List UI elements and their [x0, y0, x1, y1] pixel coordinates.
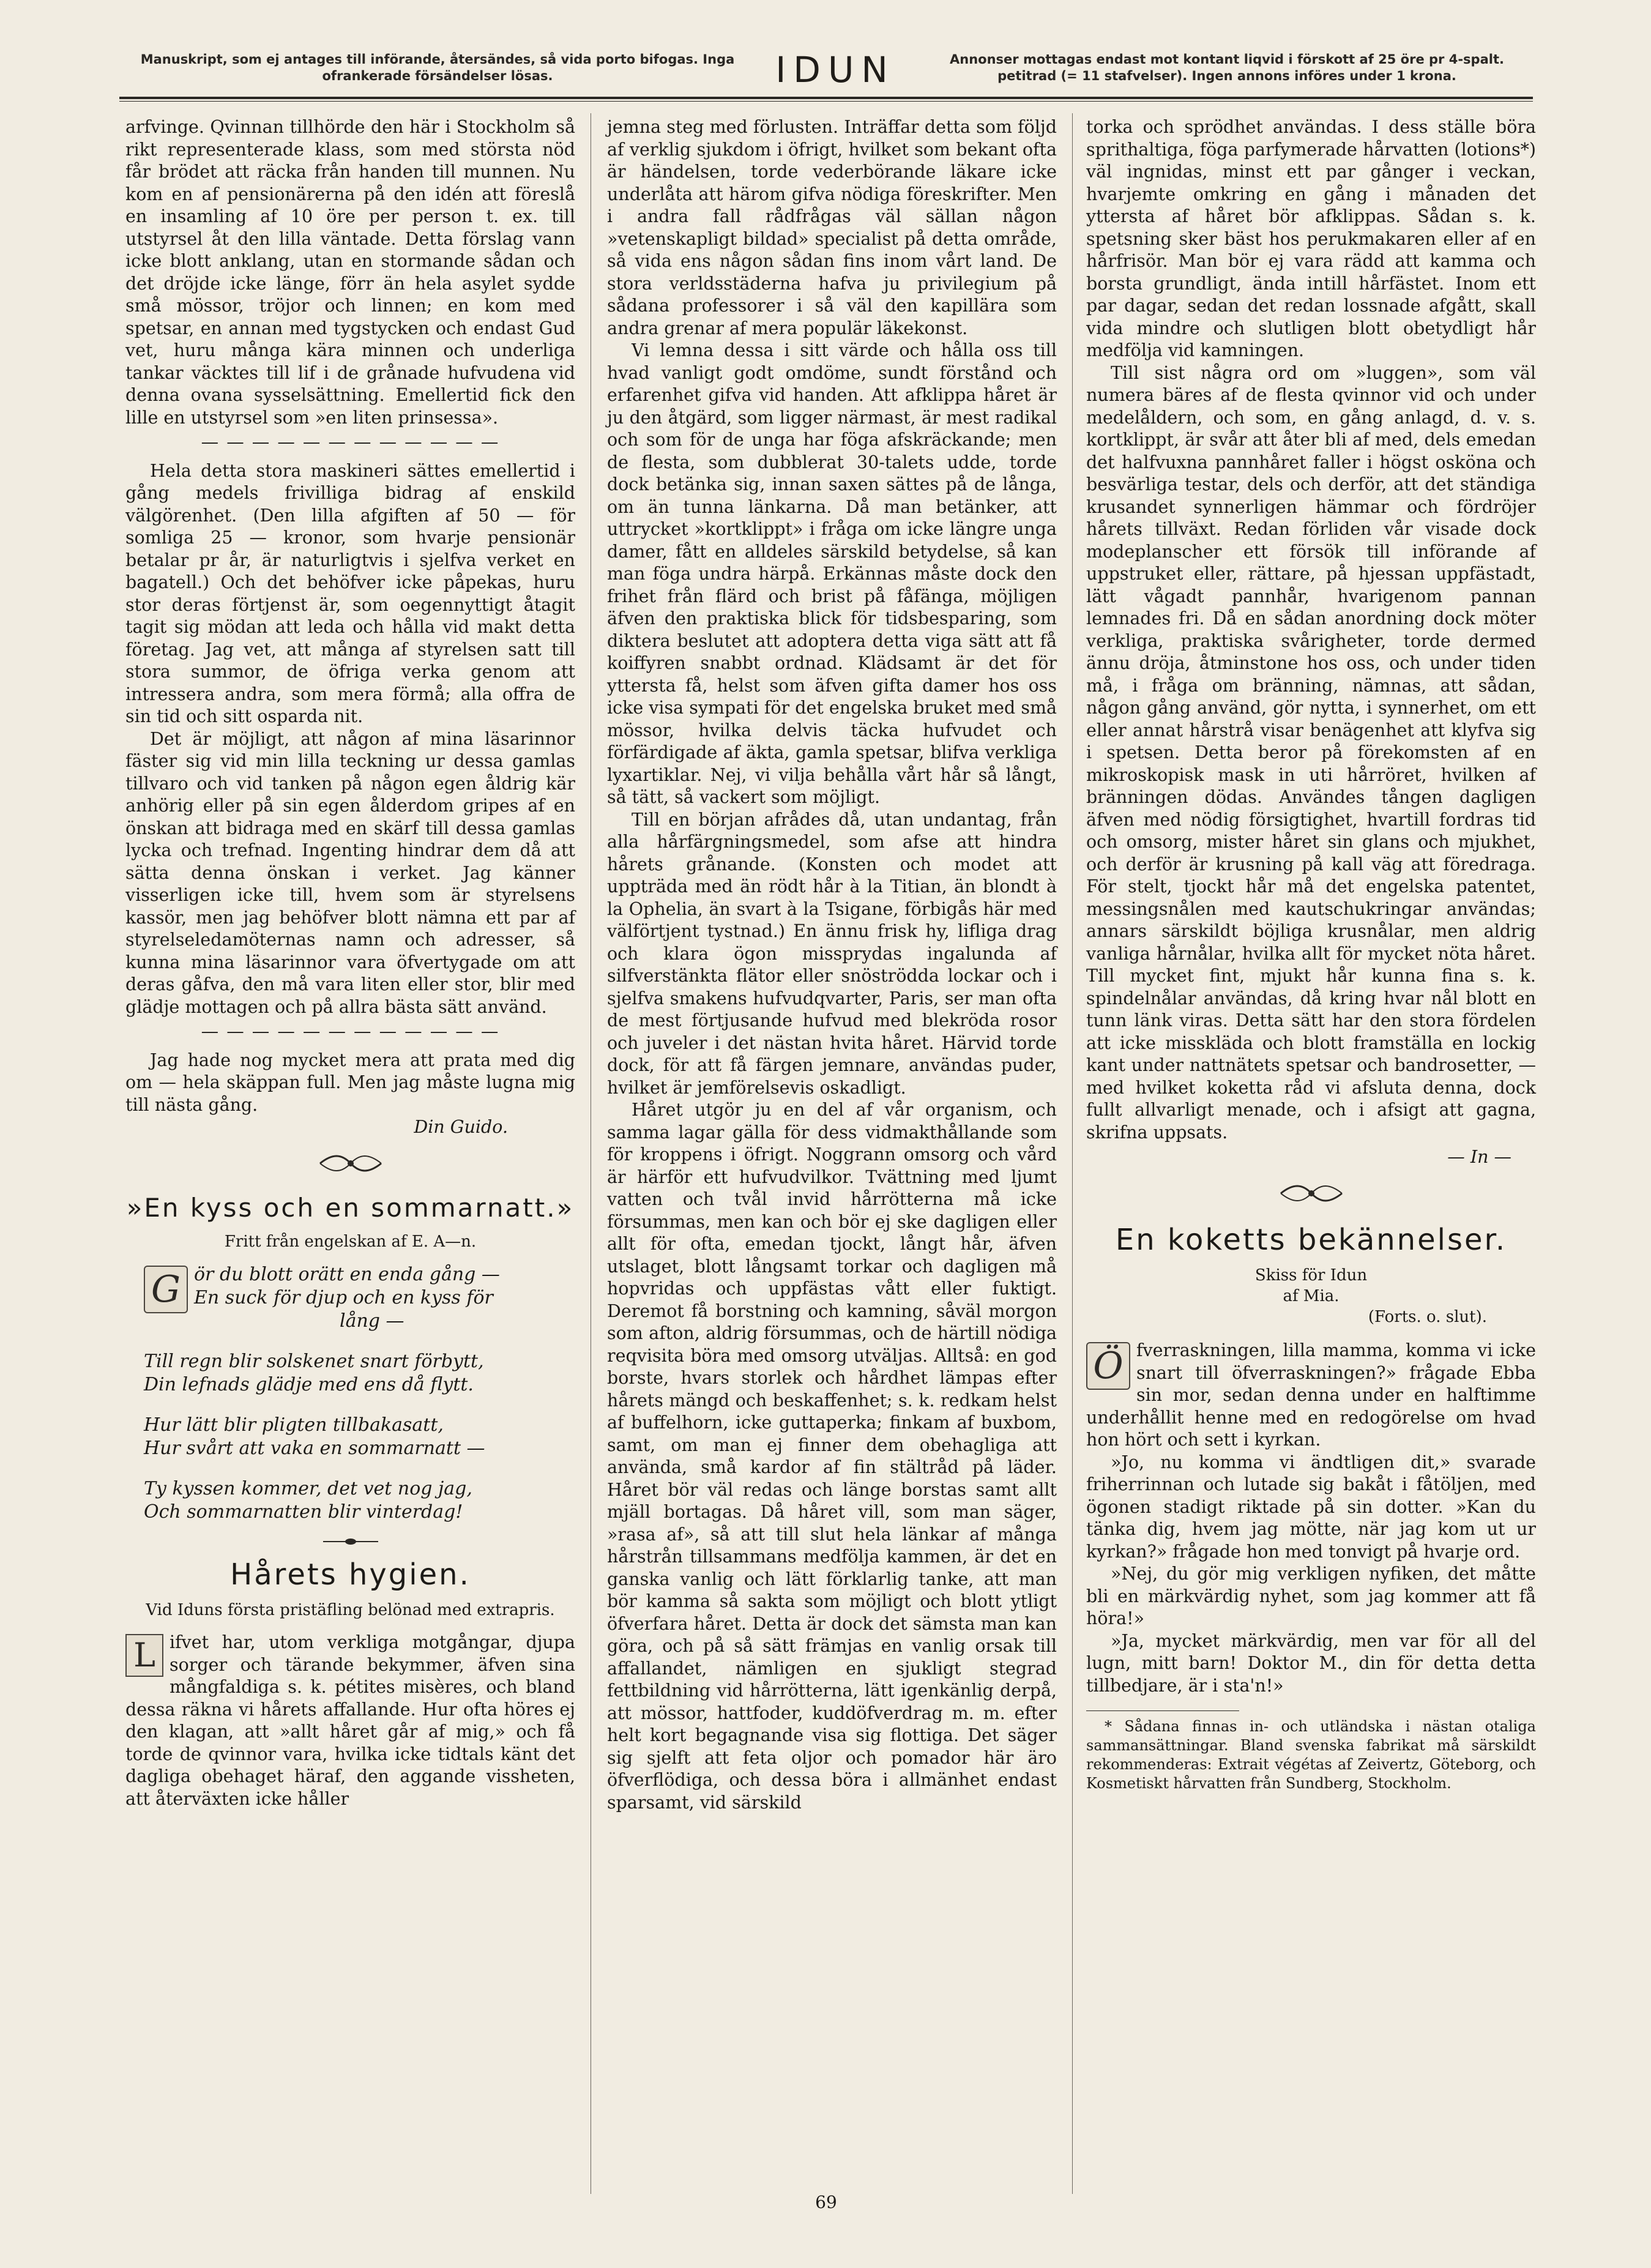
poem-line: Hur lätt blir pligten tillbakasatt, [144, 1414, 444, 1436]
masthead [119, 48, 1533, 97]
paragraph: torka och sprödhet användas. I dess ställe böra sprithaltiga, föga parfymerade hårvatten (lotions*) väl ingnidas, minst ett par gånger i veckan, hvarjemte omkring en gång i månaden det yttersta af håret bör afklippas. Sådan s. k. spetsning sker bäst hos perukmakaren eller af en hårfrisör. Man bör ej vara rädd att kamma och borsta grundligt, ända intill hårfästet. Inom ett par dagar, sedan det redan lossnade afgått, skall vida mindre och slutligen blott obetydligt hår medfölja vid kamningen. [1086, 117, 1536, 360]
column-left [125, 116, 575, 1810]
poem-stanza [144, 1263, 575, 1333]
poem-line: Hur svårt att vaka en sommarnatt — [144, 1438, 485, 1459]
poem-line: Din lefnads glädje med ens då flytt. [144, 1374, 474, 1395]
paragraph: Jag hade nog mycket mera att prata med dig om — hela skäppan full. Men jag måste lugna mig till nästa gång. [125, 1050, 575, 1115]
poem-line: Till regn blir solskenet snart förbytt, [144, 1351, 484, 1372]
magazine-title: IDUN [775, 49, 895, 91]
article-author: af Mia. [1283, 1287, 1340, 1305]
footnote: * Sådana finnas in- och utländska i nästan otaliga sammansättningar. Bland svenska fabrikat må särskildt rekommenderas: Extrait végétas af Zeivertz, Göteborg, och Kosmetiskt hårvatten från Sundberg, Stockholm. [1086, 1718, 1536, 1792]
paragraph: Vi lemna dessa i sitt värde och hålla oss till hvad vanligt godt omdöme, sundt förstånd och erfarenhet gifva vid handen. Att afklippa håret är ju den åtgärd, som ligger närmast, är mest radikal och som för de unga har föga afskräckande; men de flesta, som dubblerat 30-talets udde, torde dock betänka sig, innan saxen sättes på de långa, om än tunna länkarna. Då man betänker, att uttrycket »kortklippt» i fråga om icke längre unga damer, fått en alldeles särskild betydelse, så kan man föga undra härpå. Erkännas måste dock den frihet från flärd och brist på fåfänga, möjligen äfven den praktiska blick för tidsbesparing, som diktera beslutet att adoptera detta viga sätt att få koiffyren snabbt ordnad. Klädsamt är det för yttersta få, helst som äfven gifta damer hos oss icke visa sympati för det engelska bruket med små mössor, hvilka delvis täcka hufvudet och förfärdigade af äkta, gamla spetsar, blifva verkliga lyxartiklar. Nej, vi vilja behålla vårt hår så långt, så tätt, så vackert som möjligt. [607, 340, 1057, 807]
paragraph: »Jo, nu komma vi ändtligen dit,» svarade friherrinnan och lutade sig bakåt i fåtöljen, med ögonen stadigt riktade på sin dotter. »Kan du tänka dig, hvem jag mötte, när jag kom ut ur kyrkan?» frågade hon med tonvigt på hvarje ord. [1086, 1452, 1536, 1562]
manuscript-note: Manuskript, som ej antages till införande, återsändes, så vida porto bifogas. Inga ofrankerade försändelser lösas. [140, 52, 735, 83]
signature: Din Guido. [414, 1117, 508, 1137]
header-rule [119, 97, 1533, 99]
section-dashes: — — — — — — — — — — — — [201, 1021, 500, 1042]
article-subtitle: Skiss för Idun [1254, 1266, 1368, 1285]
paragraph: ifvet har, utom verkliga motgångar, djupa sorger och tärande bekymmer, äfven sina mångfaldiga s. k. pétites misères, och bland dessa räkna vi hårets affallande. Hur ofta höres ej den klagan, att »allt håret går af mig,» och få torde de qvinnor vara, hvilka icke tidtals känt det dagliga obehaget häraf, den aggande vissheten, att återväxten icke håller [125, 1632, 575, 1809]
poem-line: Ty kyssen kommer, det vet nog jag, [144, 1478, 472, 1499]
poem-line: En suck för djup och en kyss för [194, 1287, 493, 1308]
paragraph: Till en början afrådes då, utan undantag, från alla hårfärgningsmedel, som afse att hindra hårets grånande. (Konsten och modet att uppträda med än rödt hår à la Titian, än blondt à la Ophelia, än svart à la Tsigane, förbigås här med välförtjent tystnad.) En ännu frisk hy, lifliga drag och klara ögon missprydas ingalunda af silfverstänkta flätor eller snöströdda lockar och i sjelfva smakens hufvudqvarter, Paris, ser man ofta de mest förtjusande hufvud med blekröda rosor och juveler i det nästan hvita håret. Härvid torde dock, för att få färgen jemnare, användas puder, hvilket är jemförelsevis oskadligt. [607, 809, 1057, 1098]
paragraph: Håret utgör ju en del af vår organism, och samma lagar gälla för dess vidmakthållande som för kroppens i öfrigt. Noggrann omsorg och vård är härför ett hufvudvilkor. Tvättning med ljumt vatten och tvål invid hårrötterna må icke försummas, men kan och bör ej ske dagligen eller allt för ofta, emedan tjockt, långt hår, äfven utslaget, blott långsamt torkar och dagligen må hopvridas och uppfästas vått eller fuktigt. Deremot få borstning och kamning, såväl morgon som afton, aldrig försummas, och de härtill nödiga reqvisita böra med omsorg utväljas. Alltså: en god borste, hvars storlek och hårdhet lämpas efter hårets mängd och beskaffenhet; s. k. redkam helst af buffelhorn, icke guttaperka; finkam af buxbom, samt, om man ej finner dem obehagliga att använda, små kardor af fin stältråd på läder. Håret bör väl redas och länge borstas samt allt mjäll bortagas. Då håret vill, som man säger, »rasa af», så att till slut hela länkar af många hårstrån tillsammans medfölja kammen, är det en ganska vanlig och lätt förklarlig tanke, att man bör kamma så sakta som möjligt och blott ytligt öfverfara håret. Detta är dock det sämsta man kan göra, och på så sätt främjas en vanlig orsak till affallandet, nämligen en sjukligt stegrad fettbildning vid hårrötterna, lätt igenkänlig derpå, att mössor, hattfoder, kuddöfverdrag m. m. efter helt kort begagnande visa sig flottiga. Det säger sig sjelft att feta oljor och pomador här äro öfverflödiga, och dessa böra i allmänhet endast sparsamt, vid särskild [607, 1100, 1057, 1813]
poem-line: ör du blott orätt en enda gång — [194, 1264, 500, 1285]
header-rule-thin [119, 101, 1533, 102]
column-right [1086, 116, 1536, 1793]
column-middle [607, 116, 1057, 1814]
section-divider [323, 1541, 378, 1542]
article-title-kyss: »En kyss och en sommarnatt.» [126, 1193, 575, 1223]
article-title-koketts: En koketts bekännelser. [1115, 1223, 1507, 1257]
paragraph: Hela detta stora maskineri sättes emellertid i gång medels frivilliga bidrag af enskild välgörenhet. (Den lilla afgiften af 50 — för somliga 25 — kronor, som hvarje pensionär betalar pr år, är naturligtvis i sjelfva verket en bagatell.) Och det behöfver icke påpekas, huru stor deras förtjenst är, som oegennyttigt åtagit tagit sig mödan att leda och hålla vid makt detta företag. Jag vet, att många af styrelsen satt till stora summor, de öfriga verka genom att intressera andra, som mera förmå; alla offra de sin tid och sitt osparda nit. [125, 460, 575, 726]
advertising-note: Annonser mottagas endast mot kontant liqvid i förskott af 25 öre pr 4-spalt. petitrad (= 11 stafvelser). Ingen annons införes under 1 krona. [950, 52, 1504, 83]
paragraph: arfvinge. Qvinnan tillhörde den här i Stockholm så rikt representerade klass, som med största nöd får brödet att räcka från handen till munnen. Nu kom en af pensionärerna på den idén att föreslå en insamling af 10 öre per person t. ex. till utstyrsel åt den lilla väntade. Detta förslag vann icke blott anklang, utan en stormande sådan och det dröjde icke länge, förr än hela asylet sydde små mössor, tröjor och linnen; en kom med spetsar, en annan med tygstycken och endast Gud vet, huru många kära minnen och underliga tankar väcktes till lif i de grånade hufvudena vid denna ovana sysselsättning. Emellertid fick den lille en utstyrsel som »en liten prinsessa». [125, 117, 575, 428]
poem-stanza [144, 1350, 575, 1397]
drop-cap: L [125, 1634, 163, 1677]
drop-cap: G [144, 1266, 188, 1313]
poem [144, 1263, 575, 1524]
paragraph: jemna steg med förlusten. Inträffar detta som följd af verklig sjukdom i öfrigt, hvilket som bekant ofta är händelsen, torde vederbörande läkare icke underlåta att härom gifva nödiga föreskrifter. Men i andra fall rådfrågas väl sällan någon »vetenskapligt bildad» specialist på detta område, så vida ens någon sådan fins inom vårt land. De stora verldsstäderna hafva ju privilegium på sådana professorer i så väl den kapillära som andra grenar af mera populär läkekonst. [607, 117, 1057, 338]
article-title-haret: Hårets hygien. [230, 1557, 471, 1592]
article-subtitle: Fritt från engelskan af E. A—n. [224, 1233, 477, 1251]
section-dashes: — — — — — — — — — — — — [201, 432, 500, 452]
poem-stanza [144, 1414, 575, 1460]
footnote-rule [1086, 1710, 1239, 1711]
poem-line: lång — [340, 1310, 404, 1332]
paragraph: »Ja, mycket märkvärdig, men var för all del lugn, mitt barn! Doktor M., din för detta detta tillbedjare, är i sta'n!» [1086, 1630, 1536, 1696]
paragraph: Det är möjligt, att någon af mina läsarinnor fäster sig vid min lilla teckning ur dessa gamlas tillvaro och vid tanken på någon egen åldrig kär anhörig eller på sin egen ålderdom gripes af en önskan att bidraga med en skärf till dessa gamlas lycka och trefnad. Ingenting hindrar dem då att sätta denna önskan i verket. Jag känner visserligen icke till, hvem som är styrelsens kassör, men jag behöfver blott nämna ett par af styrelseledamöternas namn och adresser, så kunna mina läsarinnor vara öfvertygade om att deras gåfva, den må vara liten eller stor, blir med glädje mottagen och på allra bästa sätt använd. [125, 728, 575, 1017]
article-subtitle: Vid Iduns första pristäfling belönad med extrapris. [146, 1601, 555, 1619]
paragraph: fverraskningen, lilla mamma, komma vi icke snart till öfverraskningen?» frågade Ebba sin mor, sedan denna under en halftimme underhållit henne med en redogörelse om hvad hon hört och sett i kyrkan. [1086, 1340, 1536, 1450]
page-number: 69 [815, 2192, 837, 2212]
paragraph: Till sist några ord om »luggen», som väl numera bäres af de flesta qvinnor vid och under medelåldern, och som, en gång anlagd, d. v. s. kortklippt, är svår att åter bli af med, dels emedan det halfvuxna pannhåret faller i högst osköna och besvärliga testar, dels och derför, att det ständiga krusandet synnerligen hämmar och fördröjer hårets tillväxt. Redan förliden vår visade dock modeplanscher ett försök till införande af uppstruket eller, rättare, på hjessan uppfästadt, lätt vågadt pannhår, hvarigenom pannan lemnades fri. Då en sådan anordning dock möter verkliga, praktiska svårigheter, torde dermed ännu dröja, åtminstone hos oss, och under tiden må, i fråga om bränning, nämnas, att sådan, någon gång använd, gör nytta, i synnerhet, om ett eller annat hårstrå visar benägenhet att klyfva sig i spetsen. Detta beror på förekomsten af en mikroskopisk mask in uti hårröret, hvilken af bränningen dödas. Användes tången dagligen äfven med nödig försigtighet, hvartill fordras tid och omsorg, mister håret sin glans och mjukhet, och derför är krusning på kall väg att föredraga. För stelt, tjockt hår må det engelska patentet, messingsnålen med kautschukringar användas; annars särskildt böjliga krusnålar, men aldrig vanliga hårnålar, hvilka allt för mycket nöta håret. Till mycket fint, mjukt hår kunna fina s. k. spindelnålar användas, då kring hvar nål blott en tunn länk viras. Detta sätt har den stora fördelen att icke missklädа och blott framställa en lockig kant under nattnätets spetsar och bandrosetter, — med hvilket koketta råd vi afsluta denna, dock fullt allvarligt menade, och i afsigt att gagna, skrifna uppsats. [1086, 362, 1536, 1143]
continuation-note: (Forts. o. slut). [1368, 1308, 1487, 1326]
paragraph: »Nej, du gör mig verkligen nyfiken, det måtte bli en märkvärdig nyhet, som jag kommer att få höra!» [1086, 1564, 1536, 1628]
poem-stanza [144, 1477, 575, 1524]
poem-line: Och sommarnatten blir vinterdag! [144, 1501, 463, 1523]
flourish-ornament-icon [125, 1152, 575, 1181]
drop-cap: Ö [1086, 1342, 1130, 1390]
column-divider [1072, 113, 1073, 2194]
signature: — In — [1447, 1147, 1511, 1167]
flourish-ornament-icon [1086, 1182, 1536, 1210]
